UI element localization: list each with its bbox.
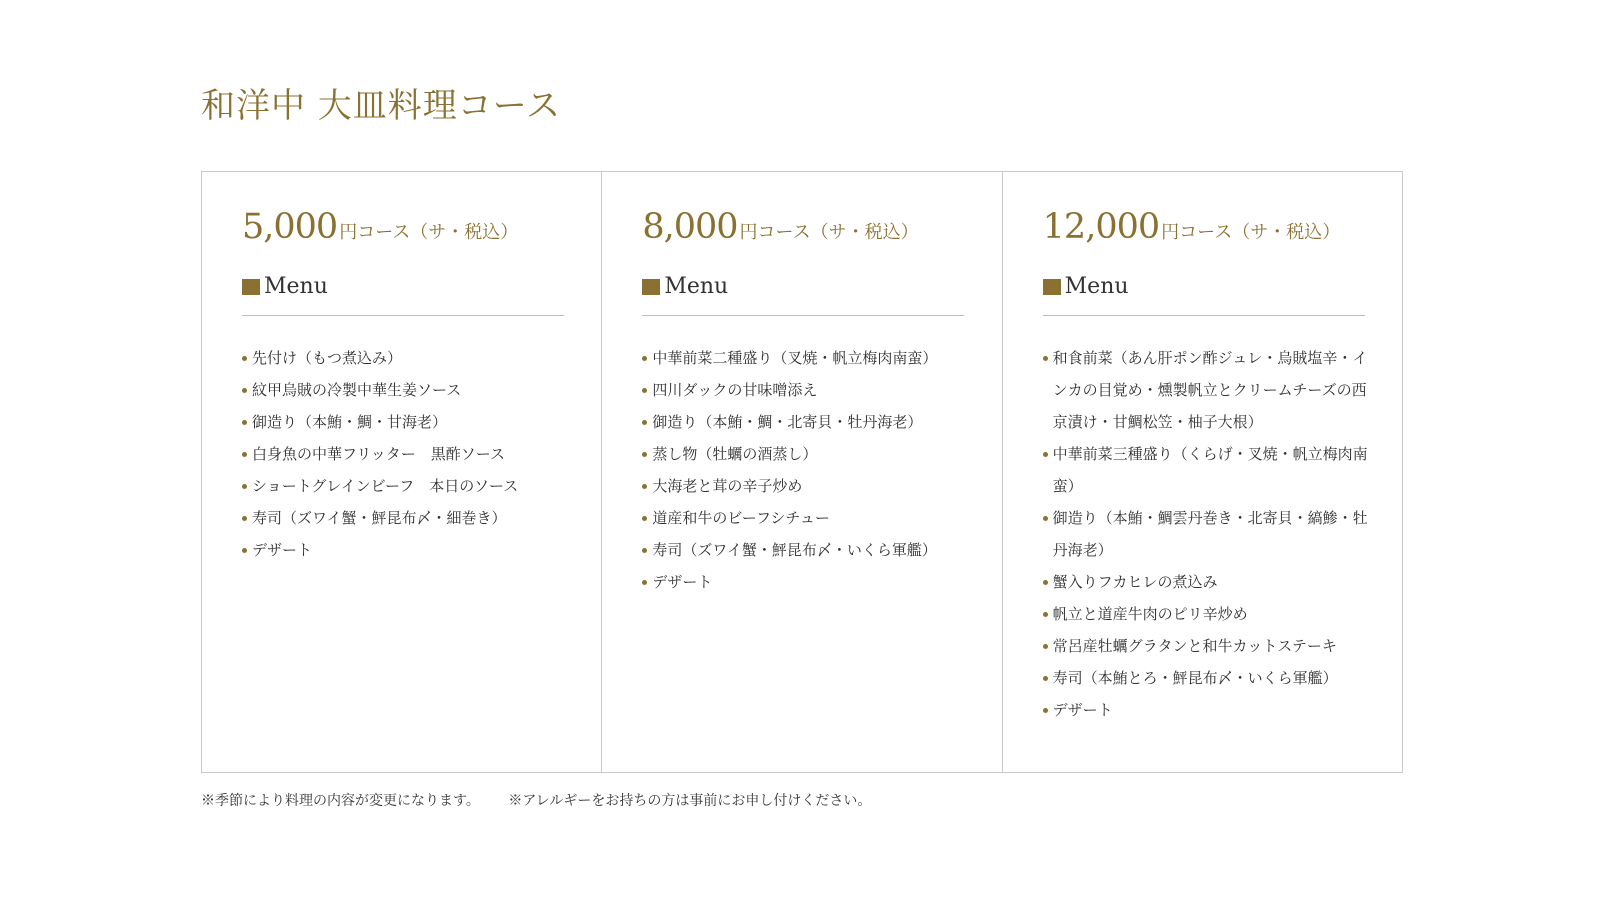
course-column-12000	[1002, 172, 1402, 772]
seasonal-note: ※季節により料理の内容が変更になります。	[201, 793, 480, 809]
menu-item: 白身魚の中華フリッター 黒酢ソース	[242, 438, 572, 470]
menu-item: デザート	[242, 534, 572, 566]
menu-heading	[1043, 276, 1402, 298]
divider	[642, 315, 964, 316]
menu-item: 先付け（もつ煮込み）	[242, 342, 572, 374]
menu-item: 大海老と茸の辛子炒め	[642, 470, 972, 502]
allergy-note: ※アレルギーをお持ちの方は事前にお申し付けください。	[508, 793, 872, 809]
course-price	[642, 207, 1001, 250]
menu-item: 寿司（本鮪とろ・鮃昆布〆・いくら軍艦）	[1043, 662, 1373, 694]
menu-item: 和食前菜（あん肝ポン酢ジュレ・烏賊塩辛・インカの目覚め・燻製帆立とクリームチーズの西京漬け・甘鯛松笠・柚子大根）	[1043, 342, 1373, 438]
menu-item: 御造り（本鮪・鯛・北寄貝・牡丹海老）	[642, 406, 972, 438]
menu-item: 蟹入りフカヒレの煮込み	[1043, 566, 1373, 598]
menu-item: 御造り（本鮪・鯛雲丹巻き・北寄貝・縞鯵・牡丹海老）	[1043, 502, 1373, 566]
menu-item: 寿司（ズワイ蟹・鮃昆布〆・細巻き）	[242, 502, 572, 534]
course-column-8000	[601, 172, 1001, 772]
menu-label: Menu	[264, 274, 328, 299]
divider	[1043, 315, 1365, 316]
divider	[242, 315, 564, 316]
menu-item: 中華前菜三種盛り（くらげ・叉焼・帆立梅肉南蛮）	[1043, 438, 1373, 502]
menu-item: 中華前菜二種盛り（叉焼・帆立梅肉南蛮）	[642, 342, 972, 374]
square-bullet-icon	[1043, 279, 1061, 295]
menu-item: 紋甲烏賊の冷製中華生姜ソース	[242, 374, 572, 406]
menu-item: デザート	[1043, 694, 1373, 726]
price-suffix: 円コース（サ・税込）	[1161, 222, 1341, 243]
menu-list	[1043, 342, 1373, 726]
menu-list	[642, 342, 972, 598]
menu-item: 蒸し物（牡蠣の酒蒸し）	[642, 438, 972, 470]
square-bullet-icon	[642, 279, 660, 295]
price-suffix: 円コース（サ・税込）	[739, 222, 919, 243]
menu-item: 道産和牛のビーフシチュー	[642, 502, 972, 534]
menu-item: 常呂産牡蠣グラタンと和牛カットステーキ	[1043, 630, 1373, 662]
menu-heading	[242, 276, 601, 298]
menu-item: デザート	[642, 566, 972, 598]
footnotes	[201, 790, 871, 810]
menu-item: 帆立と道産牛肉のピリ辛炒め	[1043, 598, 1373, 630]
menu-label: Menu	[664, 274, 729, 299]
menu-list	[242, 342, 572, 566]
page-title: 和洋中 大皿料理コース	[201, 86, 562, 126]
course-column-5000	[202, 172, 601, 772]
menu-label: Menu	[1064, 274, 1129, 299]
menu-item: 寿司（ズワイ蟹・鮃昆布〆・いくら軍艦）	[642, 534, 972, 566]
price-amount: 12,000	[1042, 207, 1160, 247]
course-table	[201, 171, 1403, 773]
menu-item: 御造り（本鮪・鯛・甘海老）	[242, 406, 572, 438]
course-price	[1042, 207, 1402, 250]
menu-item: ショートグレインビーフ 本日のソース	[242, 470, 572, 502]
square-bullet-icon	[242, 279, 260, 295]
course-price	[242, 207, 601, 250]
price-amount: 5,000	[242, 207, 338, 247]
menu-item: 四川ダックの甘味噌添え	[642, 374, 972, 406]
price-suffix: 円コース（サ・税込）	[339, 222, 519, 243]
price-amount: 8,000	[642, 207, 738, 247]
menu-heading	[642, 276, 1001, 298]
